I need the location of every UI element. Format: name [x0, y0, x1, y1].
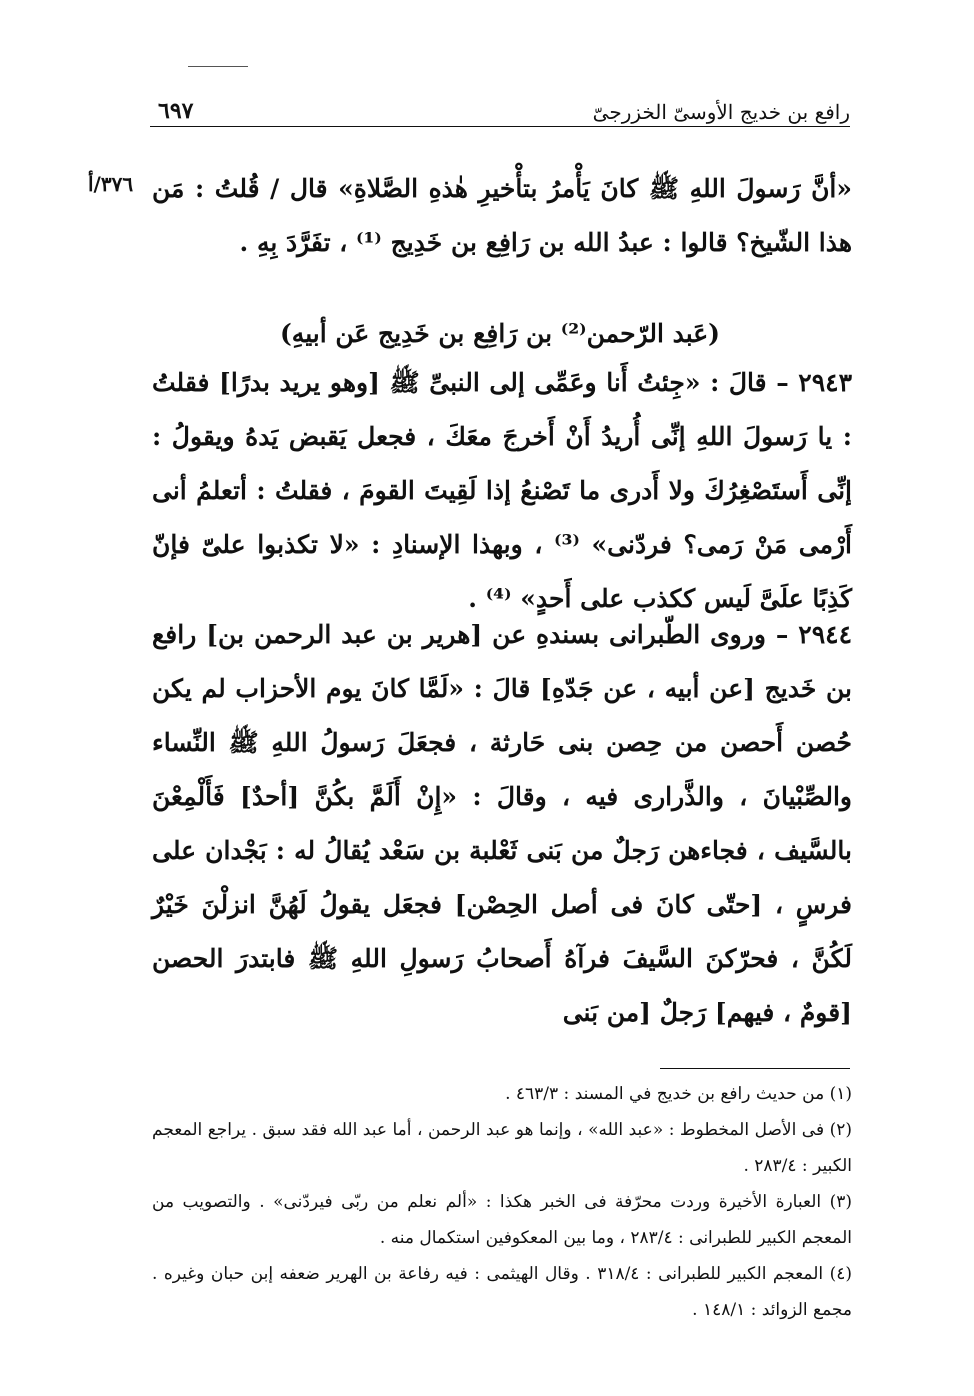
- footnote-1: (١) من حديث رافع بن خديج في المسند : ٤٦٣/٣ .: [505, 1084, 852, 1104]
- footnotes: [152, 1076, 852, 1328]
- hadith-paragraph-2944: [152, 608, 852, 1040]
- page-number: ٦٩٧: [158, 98, 194, 124]
- footnote-3: (٣) العبارة الأخيرة وردت محرّفة فى الخبر هكذا : «ألم نعلم من ربّى فيردّنى» . والتصويب من المعجم الكبير للطبرانى : ٢٨٣/٤ ، وما بين المعكوفين استكمال منه .: [152, 1192, 852, 1248]
- page-header: [150, 88, 850, 124]
- section-heading: (عَبد الرّحمن⁽²⁾ بن رَافِع بن خَدِيج عَن أبيهِ): [279, 319, 721, 348]
- footnote-2: (٢) فى الأصل المخطوط : «عبد الله» ، وإنما هو عبد الرحمن ، أما عبد الله فقد سبق . يراجع المعجم الكبير : ٢٨٣/٤ .: [152, 1120, 852, 1176]
- hadith-paragraph-2943: [152, 356, 852, 626]
- paragraph-number: ٢٩٤٤: [798, 620, 852, 649]
- manuscript-folio-reference: ٣٧٦/أ: [88, 172, 134, 196]
- footnote-separator: [660, 1068, 850, 1069]
- continued-paragraph: «أنَّ رَسولَ اللهِ ﷺ كانَ يَأْمرُ بتأْخيرِ هٰذهِ الصَّلاةِ» قال / قُلتُ : مَن هذا الشّيخ؟ قالوا : عبدُ الله بن رَافِع بن خَدِيج ⁽¹⁾ ، تفَرَّدَ بِهِ .: [152, 174, 852, 257]
- top-mark-rule: [188, 66, 248, 67]
- footnote-4: (٤) المعجم الكبير للطبرانى : ٣١٨/٤ . وقال الهيثمى : فيه رفاعة بن الهرير ضعفه إبن حبان وغيره . مجمع الزوائد : ١٤٨/١ .: [152, 1264, 853, 1320]
- header-rule: [150, 126, 850, 127]
- paragraph-number: ٢٩٤٣: [798, 368, 852, 397]
- running-title: رافع بن خديج الأوسىّ الخزرجىّ: [592, 100, 850, 124]
- paragraph-text: – وروى الطّبرانى بسندهِ عن [هرير بن عبد الرحمن بن] رافع بن خَديج [عن أبيه ، عن جَدّهِ] قالَ : «لَمَّا كانَ يوم الأحزاب لم يكن حُصن أَحصن من حِصن بنى حَارثة ، فجعَلَ رَسولُ اللهِ ﷺ النِّساء والصِّبْيانَ ، والذَّرارى فيه ، وقالَ : «إِنْ أَلَمَّ بكُنَّ [أحدٌ] فَأَلْمِعْنَ بالسَّيف ، فجاءهن رَجلٌ من بَنى ثَعْلبة بن سَعْد يُقالُ له : بَجْدان على فرسٍ ، [حتّى كانَ فى أصل الحِصْن] فجعَل يقولُ لَهُنَّ انزلْنَ خَيْرٌ لَكُنَّ ، فحرّكنَ السَّيفَ فرآهُ أَصحابُ رَسولِ اللهِ ﷺ فابتدرَ الحصن [قومٌ ، فيهم] رَجلٌ [من بَنى: [152, 620, 852, 1027]
- paragraph-text: – قالَ : «جِئتُ أَنا وعَمِّى إلى النبىِّ ﷺ [وهو يريد بدرًا] فقلتُ : يا رَسولَ اللهِ إنِّى أُريدُ أَنْ أَخرجَ معَكَ ، فجعل يَقبض يَدهُ ويقولُ : إنِّى أَستَصْغِرُكَ ولا أَدرى ما تَصْنعُ إذا لَقِيتَ القومَ ، فقلتُ : أتعلمُ أنى أَرْمى مَنْ رَمى؟ فردّنى» ⁽³⁾ ، وبهذا الإسنادِ : «لا تكذبوا علىّ فإنّ كَذِبًا علَىَّ لَيس ككذب على أَحدٍ» ⁽⁴⁾ .: [152, 368, 852, 613]
